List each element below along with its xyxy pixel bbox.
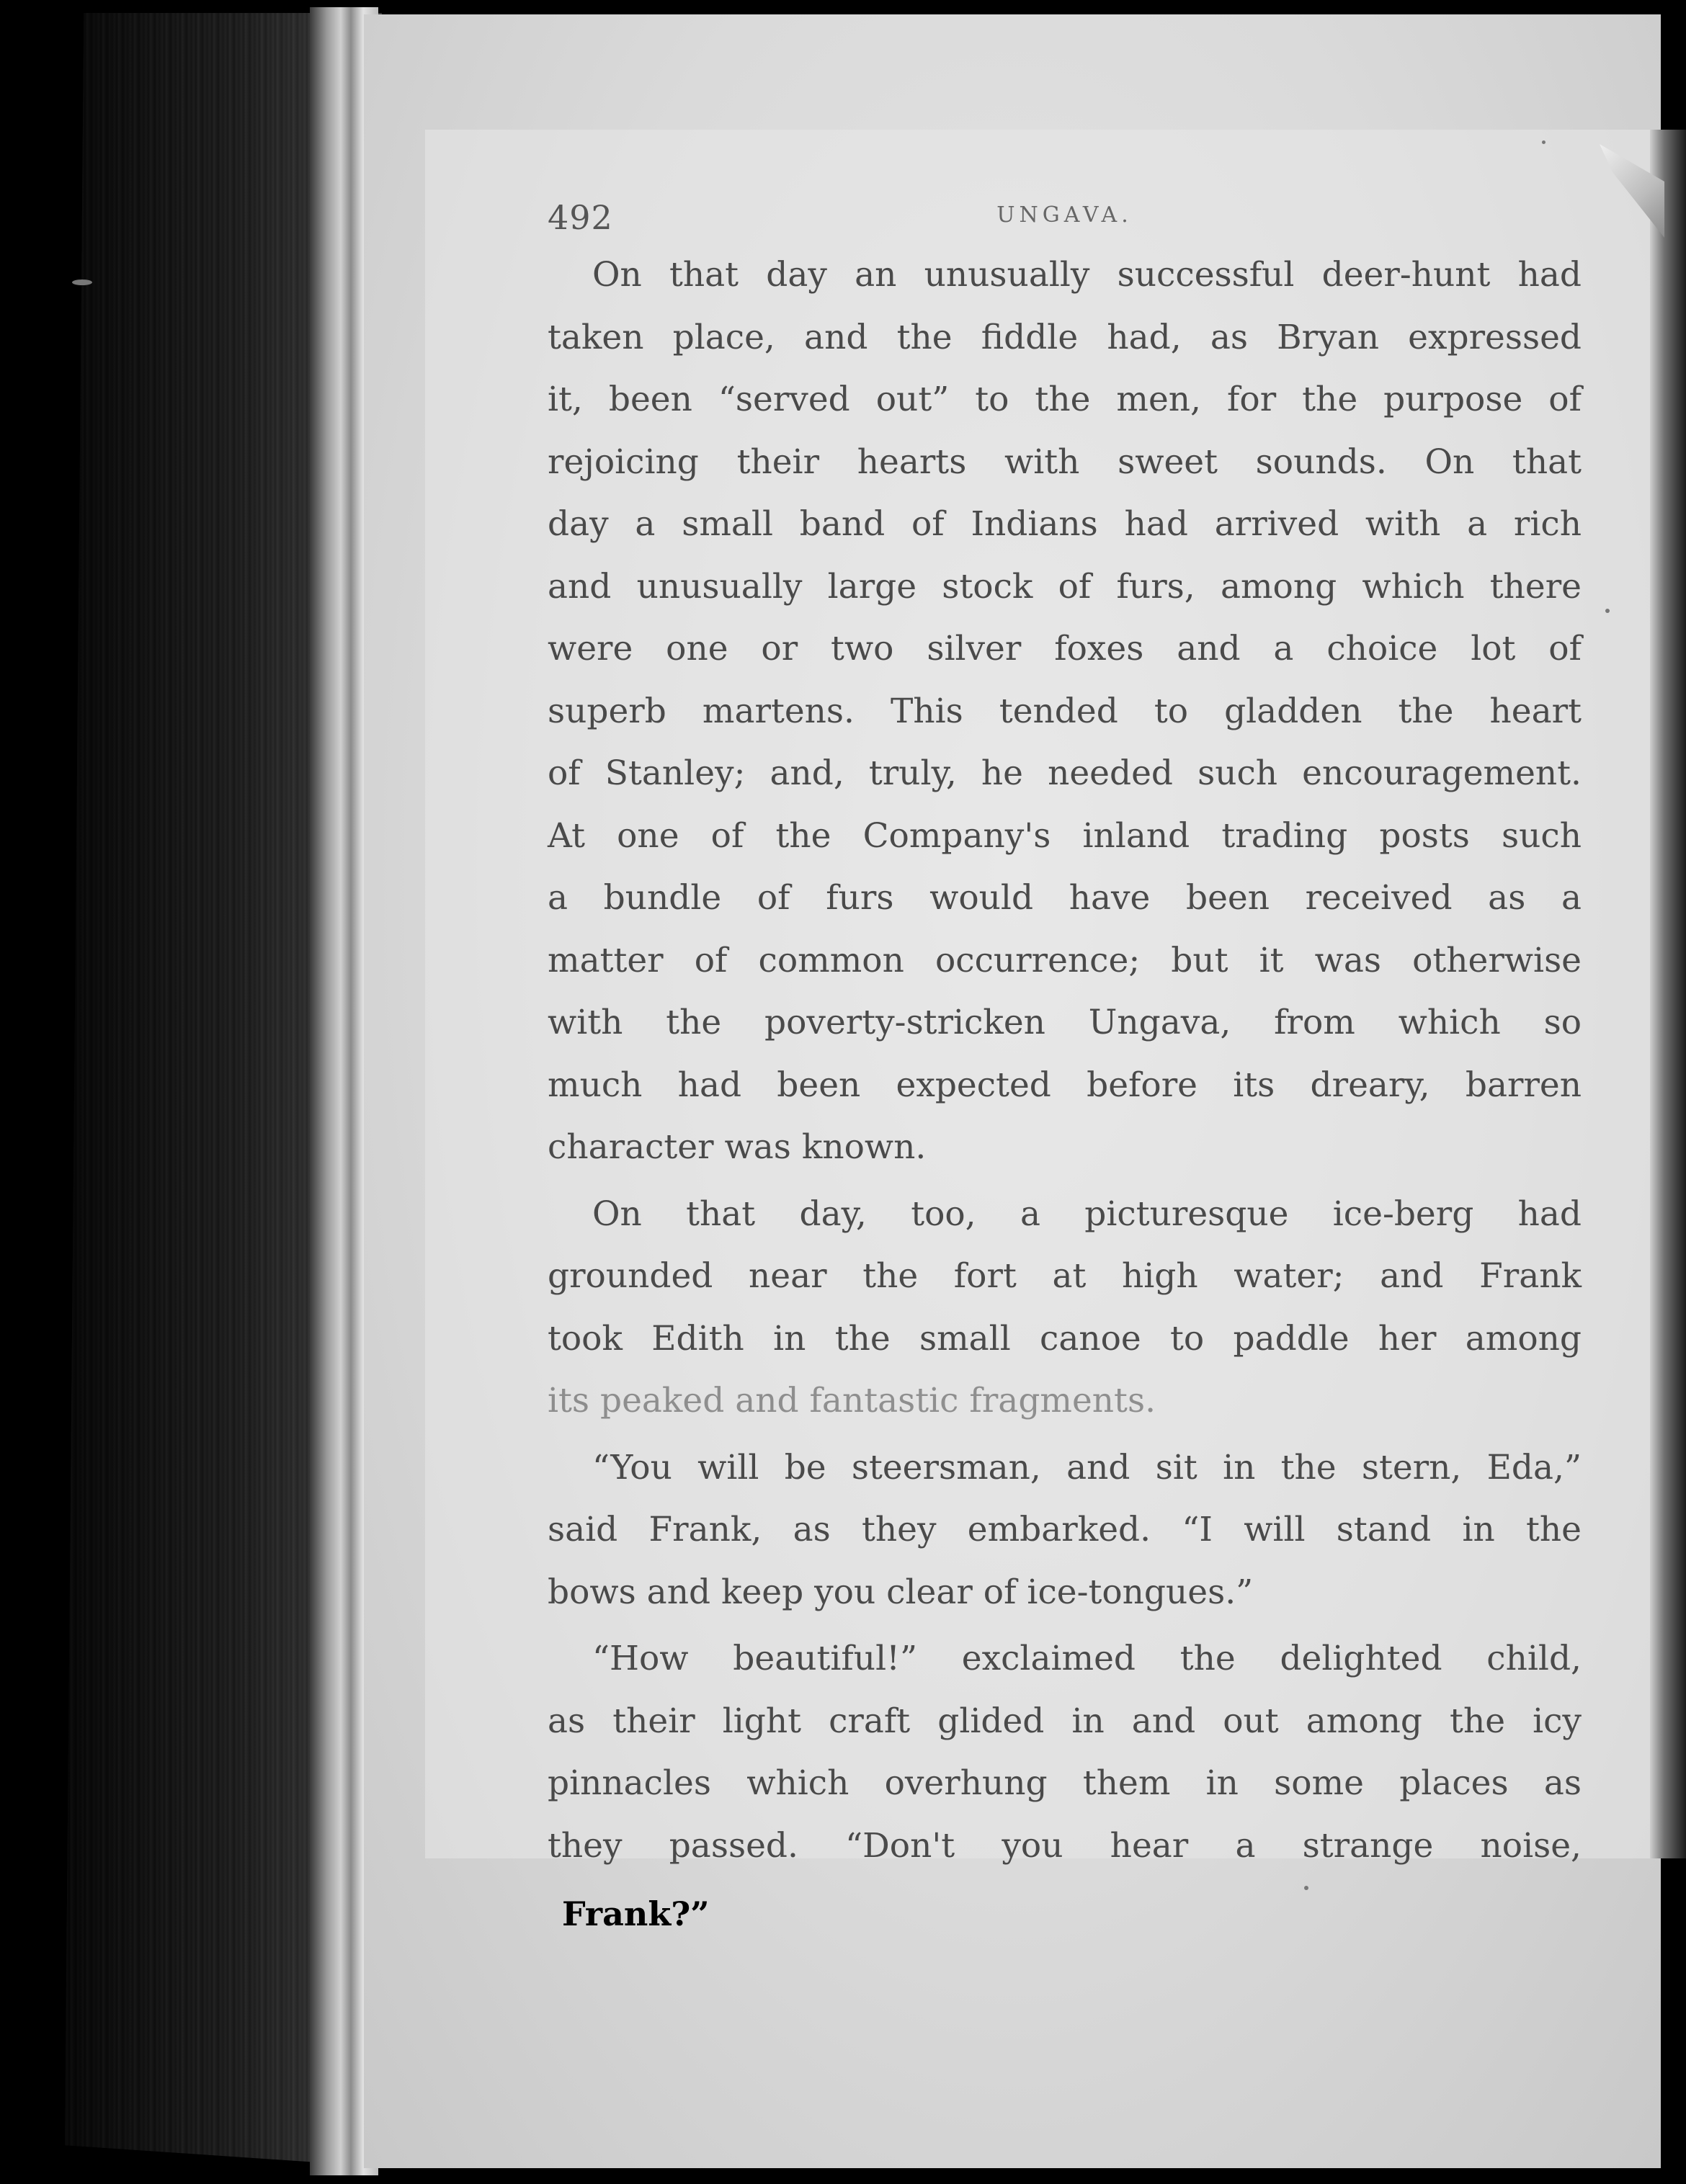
paragraph-3 — [548, 1437, 1582, 1624]
text-line: At one of the Company's inland trading posts such — [548, 815, 1582, 856]
running-title: UNGAVA. — [996, 202, 1133, 228]
text-line: On that day, too, a picturesque ice-berg had — [592, 1194, 1582, 1234]
paragraph-1 — [548, 244, 1582, 1179]
text-line: and unusually large stock of furs, among which there — [548, 566, 1582, 607]
text-line: bows and keep you clear of ice-tongues.” — [548, 1572, 1254, 1612]
text-line: On that day an unusually successful deer-hunt had — [592, 255, 1582, 295]
text-line: pinnacles which overhung them in some places as — [548, 1763, 1582, 1803]
text-line: it, been “served out” to the men, for the purpose of — [548, 380, 1582, 419]
running-head — [548, 198, 1582, 244]
page-text — [548, 198, 1582, 1877]
text-line: superb martens. This tended to gladden the heart — [548, 691, 1582, 731]
text-line: with the poverty-stricken Ungava, from which so — [548, 1003, 1582, 1042]
text-line: grounded near the fort at high water; and Frank — [548, 1256, 1582, 1296]
text-line: “You will be steersman, and sit in the stern, Eda,” — [592, 1447, 1582, 1487]
text-line: character was known. — [548, 1127, 927, 1167]
paragraph-4 — [548, 1628, 1582, 1877]
text-line: much had been expected before its dreary, barren — [548, 1065, 1582, 1105]
text-line: were one or two silver foxes and a choice lot of — [548, 629, 1582, 668]
paragraph-2 — [548, 1183, 1582, 1433]
text-line: took Edith in the small canoe to paddle her among — [548, 1318, 1582, 1359]
dust-speck — [1605, 609, 1610, 613]
text-line: as their light craft glided in and out among the icy — [548, 1701, 1582, 1741]
text-line: said Frank, as they embarked. “I will stand in the — [548, 1510, 1582, 1549]
text-line: day a small band of Indians had arrived with a rich — [548, 504, 1582, 544]
text-line: its peaked and fantastic fragments. — [548, 1381, 1156, 1420]
dust-speck — [1304, 1886, 1308, 1890]
text-line: rejoicing their hearts with sweet sounds. On that — [548, 442, 1582, 482]
text-line: of Stanley; and, truly, he needed such encouragement. — [548, 753, 1582, 793]
text-line: a bundle of furs would have been received as a — [548, 878, 1582, 918]
text-line: matter of common occurrence; but it was otherwise — [548, 940, 1582, 980]
continuation-text: Frank?” — [562, 1894, 710, 1933]
dust-speck — [1542, 140, 1546, 144]
text-line: “How beautiful!” exclaimed the delighted child, — [592, 1639, 1582, 1678]
page-right-edge — [1650, 130, 1686, 1858]
text-line: taken place, and the fiddle had, as Bryan expressed — [548, 317, 1582, 357]
text-line: they passed. “Don't you hear a strange noise, — [548, 1825, 1582, 1866]
page-number: 492 — [548, 198, 613, 237]
dust-speck — [72, 279, 92, 285]
